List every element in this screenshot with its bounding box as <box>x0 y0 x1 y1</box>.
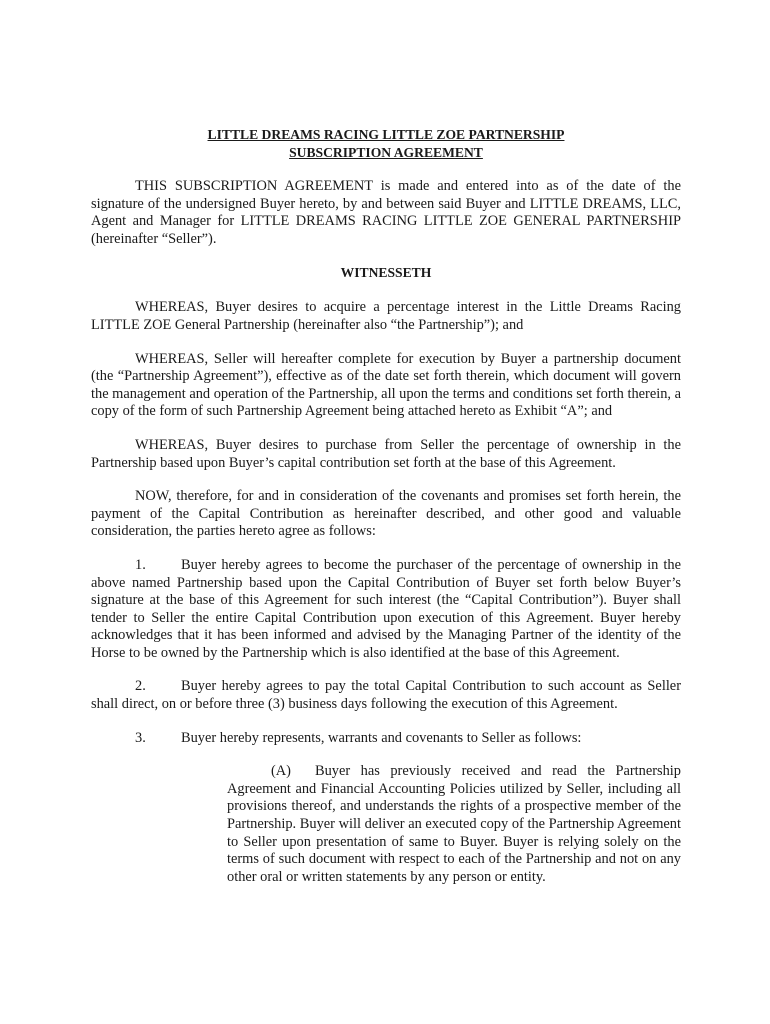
clause-1-text: Buyer hereby agrees to become the purchaser of the percentage of ownership in the above named Partnership based upon the Capital Contribution of Buyer set forth below Buyer’s signature at the base of this Agreement for such interest (the “Capital Contribution”). Buyer shall tender to Seller the entire Capital Contribution upon execution of this Agreement. Buyer hereby acknowledges that it has been informed and advised by the Managing Partner of the identity of the Horse to be owned by the Partnership which is also identified at the base of this Agreement. <box>91 556 681 661</box>
whereas-paragraph-2: WHEREAS, Seller will hereafter complete for execution by Buyer a partnership document (the “Partnership Agreement”), effective as of the date set forth therein, which document will govern the management and operation of the Partnership, all upon the terms and conditions set forth therein, a copy of the form of such Partnership Agreement being attached hereto as Exhibit “A”; and <box>91 350 681 420</box>
title-line-1: LITTLE DREAMS RACING LITTLE ZOE PARTNERSHIP <box>207 127 565 142</box>
clause-2-number: 2. <box>135 678 146 695</box>
clause-3 <box>91 730 681 748</box>
subclause-a-text: Buyer has previously received and read the Partnership Agreement and Financial Accounting Policies utilized by Seller, including all provisions thereof, and understands the rights of a prospective member of the Partnership. Buyer will deliver an executed copy of the Partnership Agreement to Seller upon presentation of same to Buyer. Buyer is relying solely on the terms of such document with respect to each of the Partnership and not on any other oral or written statements by any person or entity. <box>227 763 681 885</box>
clause-3-text: Buyer hereby represents, warrants and covenants to Seller as follows: <box>181 729 582 746</box>
document-page <box>91 126 681 886</box>
clause-2-text: Buyer hereby agrees to pay the total Capital Contribution to such account as Seller shall direct, on or before three (3) business days following the execution of this Agreement. <box>91 678 681 713</box>
subclause-a <box>227 763 681 886</box>
whereas-paragraph-3: WHEREAS, Buyer desires to purchase from Seller the percentage of ownership in the Partnership based upon Buyer’s capital contribution set forth at the base of this Agreement. <box>91 436 681 471</box>
clause-2 <box>91 678 681 713</box>
whereas-paragraph-1: WHEREAS, Buyer desires to acquire a percentage interest in the Little Dreams Racing LITTLE ZOE General Partnership (hereinafter also “the Partnership”); and <box>91 299 681 333</box>
document-title <box>91 126 681 162</box>
clause-1-number: 1. <box>135 556 146 573</box>
subclause-a-label: (A) <box>271 763 291 780</box>
clause-3-number: 3. <box>135 729 146 746</box>
witnesseth-heading: WITNESSETH <box>340 265 432 281</box>
now-therefore-paragraph: NOW, therefore, for and in consideration of the covenants and promises set forth herein, the payment of the Capital Contribution as hereinafter described, and other good and valuable consideration, the parties hereto agree as follows: <box>91 488 681 540</box>
clause-1 <box>91 557 681 663</box>
title-line-2: SUBSCRIPTION AGREEMENT <box>289 145 483 160</box>
intro-paragraph: THIS SUBSCRIPTION AGREEMENT is made and entered into as of the date of the signature of the undersigned Buyer hereto, by and between said Buyer and LITTLE DREAMS, LLC, Agent and Manager for LITTLE DREAMS RACING LITTLE ZOE GENERAL PARTNERSHIP (hereinafter “Seller”). <box>91 178 681 247</box>
